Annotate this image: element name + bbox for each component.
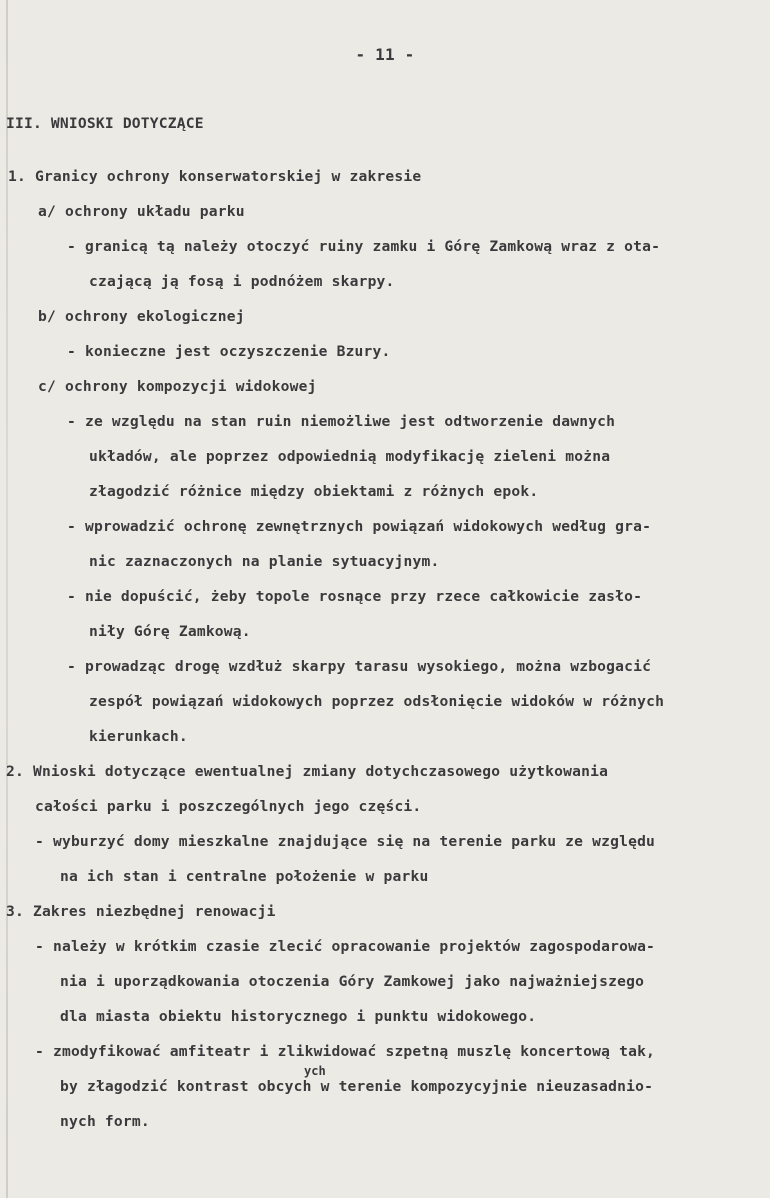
text-line: 1. Granicy ochrony konserwatorskiej w zakresie bbox=[8, 168, 422, 185]
text-line: kierunkach. bbox=[89, 728, 188, 745]
text-line: nia i uporządkowania otoczenia Góry Zamkowej jako najważniejszego bbox=[60, 973, 645, 990]
text-line: - granicą tą należy otoczyć ruiny zamku i Górę Zamkową wraz z ota- bbox=[67, 238, 661, 255]
text-line: złagodzić różnice między obiektami z różnych epok. bbox=[89, 483, 539, 500]
text-line: b/ ochrony ekologicznej bbox=[38, 308, 245, 325]
text-line: - ze względu na stan ruin niemożliwe jest odtworzenie dawnych bbox=[67, 413, 616, 430]
text-line: zespół powiązań widokowych poprzez odsłonięcie widoków w różnych bbox=[89, 693, 665, 710]
typed-insertion: ych bbox=[304, 1064, 326, 1078]
text-line: całości parku i poszczególnych jego części. bbox=[35, 798, 422, 815]
text-line: nych form. bbox=[60, 1113, 150, 1130]
text-line: dla miasta obiektu historycznego i punktu widokowego. bbox=[60, 1008, 537, 1025]
text-line: - konieczne jest oczyszczenie Bzury. bbox=[67, 343, 391, 360]
text-line: - nie dopuścić, żeby topole rosnące przy rzece całkowicie zasło- bbox=[67, 588, 643, 605]
text-line: nic zaznaczonych na planie sytuacyjnym. bbox=[89, 553, 440, 570]
text-line: a/ ochrony układu parku bbox=[38, 203, 245, 220]
text-line: - wyburzyć domy mieszkalne znajdujące się na terenie parku ze względu bbox=[35, 833, 656, 850]
text-line: by złagodzić kontrast obcych w terenie kompozycyjnie nieuzasadnio- bbox=[60, 1078, 654, 1095]
text-line: niły Górę Zamkową. bbox=[89, 623, 251, 640]
page-number: - 11 - bbox=[355, 45, 415, 64]
text-line: - zmodyfikować amfiteatr i zlikwidować szpetną muszlę koncertową tak, bbox=[35, 1043, 656, 1060]
text-line: czającą ją fosą i podnóżem skarpy. bbox=[89, 273, 395, 290]
text-line: układów, ale poprzez odpowiednią modyfikację zieleni można bbox=[89, 448, 611, 465]
text-line: 3. Zakres niezbędnej renowacji bbox=[6, 903, 276, 920]
text-line: na ich stan i centralne położenie w parku bbox=[60, 868, 429, 885]
text-line: c/ ochrony kompozycji widokowej bbox=[38, 378, 317, 395]
text-line: - należy w krótkim czasie zlecić opracowanie projektów zagospodarowa- bbox=[35, 938, 656, 955]
text-line: - prowadząc drogę wzdłuż skarpy tarasu wysokiego, można wzbogacić bbox=[67, 658, 652, 675]
text-line: - wprowadzić ochronę zewnętrznych powiązań widokowych według gra- bbox=[67, 518, 652, 535]
text-line: 2. Wnioski dotyczące ewentualnej zmiany dotychczasowego użytkowania bbox=[6, 763, 609, 780]
section-heading: III. WNIOSKI DOTYCZĄCE bbox=[6, 115, 204, 132]
